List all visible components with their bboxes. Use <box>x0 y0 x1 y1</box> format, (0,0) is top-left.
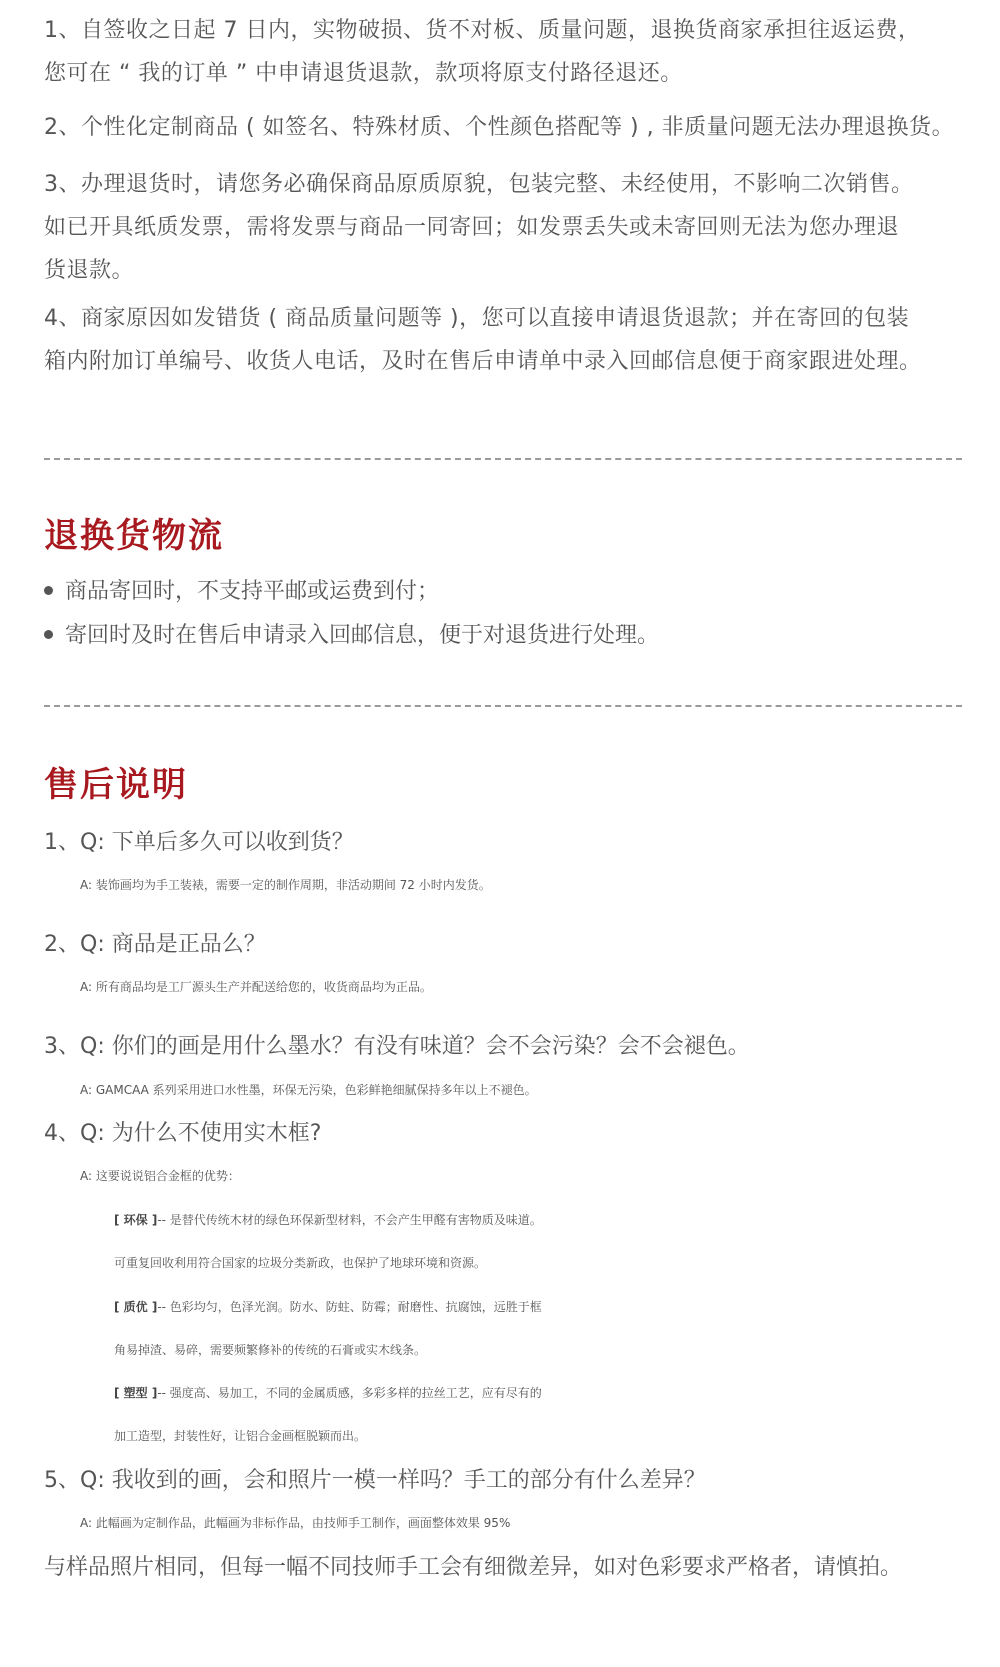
bullet-dot-icon <box>44 586 53 595</box>
faq-answer: A: GAMCAA 系列采用进口水性墨，环保无污染，色彩鲜艳细腻保持多年以上不褪色。 <box>80 1083 537 1097</box>
faq-answer: A: 这要说说铝合金框的优势： <box>80 1169 240 1183</box>
logistics-list-item <box>44 570 439 613</box>
advantage-text: -- 是替代传统木材的绿色环保新型材料，不会产生甲醛有害物质及味道。 <box>157 1213 542 1227</box>
faq-answer: A: 此幅画为定制作品，此幅画为非标作品，由技师手工制作，画面整体效果 95% <box>80 1516 511 1530</box>
advantage-shape <box>44 1372 1000 1415</box>
logistics-item-text: 寄回时及时在售后申请录入回邮信息，便于对退货进行处理。 <box>65 623 660 648</box>
advantage-text: -- 色彩均匀，色泽光润。防水、防蛀、防霉；耐磨性、抗腐蚀，远胜于框 <box>157 1300 542 1314</box>
faq-question: 1、Q: 下单后多久可以收到货？ <box>44 830 354 855</box>
policy-paragraph-3 <box>44 163 962 292</box>
section-divider <box>44 458 962 460</box>
advantage-key-shape: [ 塑型 ] <box>114 1386 158 1400</box>
logistics-section-title: 退换货物流 <box>44 516 224 556</box>
aftersale-section-title: 售后说明 <box>44 765 188 805</box>
faq-question: 5、Q: 我收到的画，会和照片一模一样吗？手工的部分有什么差异？ <box>44 1468 706 1493</box>
policy-3-line-3: 货退款。 <box>44 258 135 283</box>
policy-2-line-1: 2、个性化定制商品 ( 如签名、特殊材质、个性颜色搭配等 ) , 非质量问题无法办理退换货。 <box>44 115 955 140</box>
policy-4-line-1: 4、商家原因如发错货 ( 商品质量问题等 )，您可以直接申请退货退款；并在寄回的包装 <box>44 306 910 331</box>
logistics-list-item <box>44 614 659 657</box>
advantage-text: -- 强度高、易加工，不同的金属质感，多彩多样的拉丝工艺，应有尽有的 <box>157 1386 542 1400</box>
faq-question: 4、Q: 为什么不使用实木框? <box>44 1121 322 1146</box>
policy-3-line-2: 如已开具纸质发票，需将发票与商品一同寄回；如发票丢失或未寄回则无法为您办理退 <box>44 215 900 240</box>
policy-paragraph-1 <box>44 9 962 95</box>
advantage-environment-cont: 可重复回收利用符合国家的垃圾分类新政，也保护了地球环境和资源。 <box>114 1256 487 1270</box>
section-divider <box>44 705 962 707</box>
faq-question: 3、Q: 你们的画是用什么墨水？有没有味道？会不会污染？会不会褪色。 <box>44 1034 750 1059</box>
faq-question: 2、Q: 商品是正品么？ <box>44 932 266 957</box>
faq-answer: A: 所有商品均是工厂源头生产并配送给您的，收货商品均为正品。 <box>80 980 432 994</box>
logistics-item-text: 商品寄回时，不支持平邮或运费到付； <box>65 579 440 604</box>
policy-4-line-2: 箱内附加订单编号、收货人电话，及时在售后申请单中录入回邮信息便于商家跟进处理。 <box>44 349 922 374</box>
policy-paragraph-4 <box>44 297 962 383</box>
policy-1-line-1: 1、自签收之日起 7 日内，实物破损、货不对板、质量问题，退换货商家承担往返运费， <box>44 18 921 43</box>
advantage-key-quality: [ 质优 ] <box>114 1300 158 1314</box>
advantage-quality <box>44 1286 1000 1329</box>
advantage-quality-cont: 角易掉渣、易碎，需要频繁修补的传统的石膏或实木线条。 <box>114 1343 427 1357</box>
policy-3-line-1: 3、办理退货时，请您务必确保商品原质原貌，包装完整、未经使用，不影响二次销售。 <box>44 172 914 197</box>
advantage-environment <box>44 1199 1000 1242</box>
faq-answer-cont: 与样品照片相同，但每一幅不同技师手工会有细微差异，如对色彩要求严格者，请慎拍。 <box>44 1555 903 1580</box>
bullet-dot-icon <box>44 630 53 639</box>
policy-1-line-2: 您可在 “ 我的订单 ” 中申请退货退款，款项将原支付路径退还。 <box>44 61 683 86</box>
advantage-shape-cont: 加工造型，封装性好，让铝合金画框脱颖而出。 <box>114 1429 367 1443</box>
advantage-key-environment: [ 环保 ] <box>114 1213 158 1227</box>
faq-answer: A: 装饰画均为手工装裱，需要一定的制作周期，非活动期间 72 小时内发货。 <box>80 878 491 892</box>
policy-paragraph-2 <box>44 106 962 149</box>
